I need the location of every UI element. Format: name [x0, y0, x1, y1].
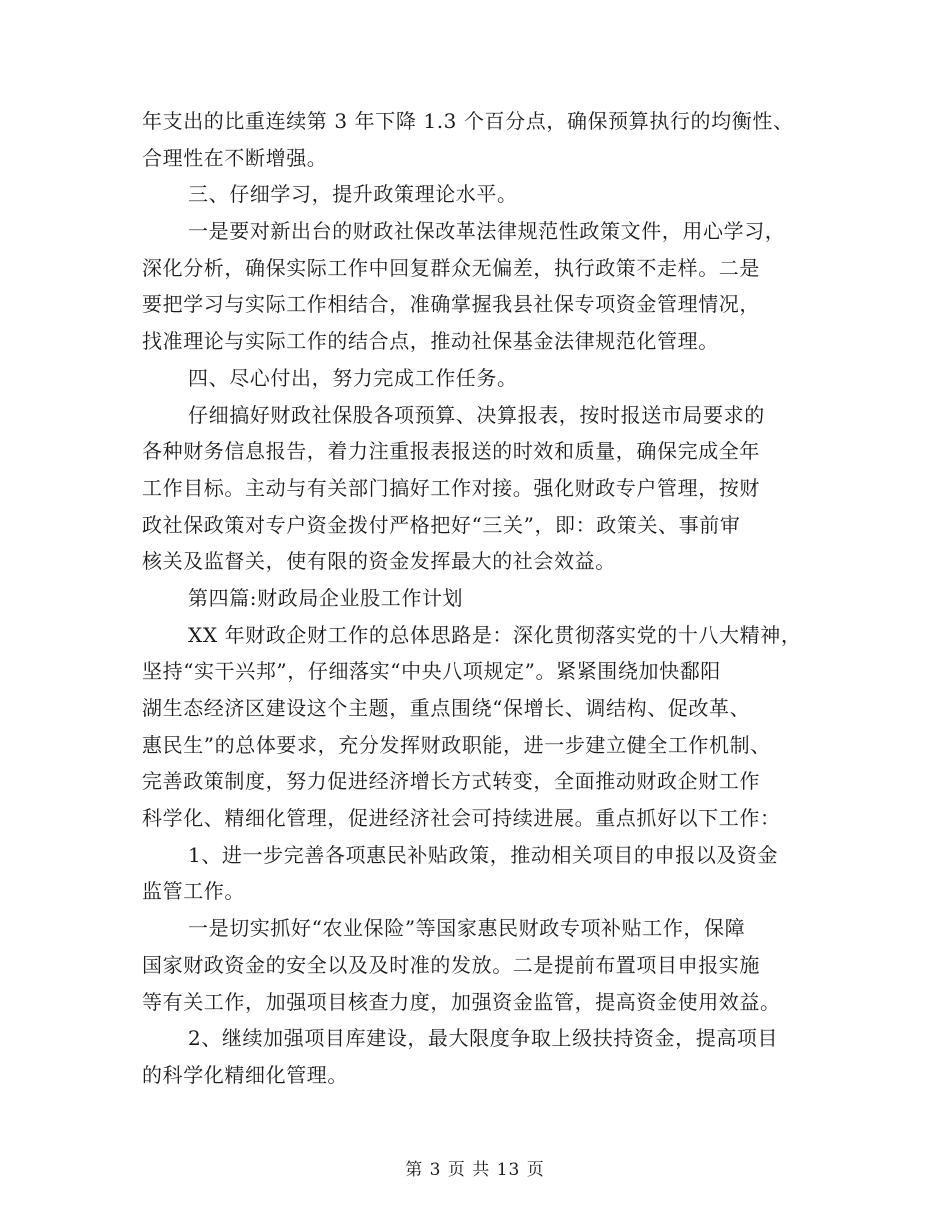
text-line: XX 年财政企财工作的总体思路是：深化贯彻落实党的十八大精神， — [188, 622, 802, 647]
text-line: 工作目标。主动与有关部门搞好工作对接。强化财政专户管理，按财 — [142, 475, 760, 500]
text-line: 深化分析，确保实际工作中回复群众无偏差，执行政策不走样。二是 — [142, 255, 760, 280]
text-line: 湖生态经济区建设这个主题，重点围绕“保增长、调结构、促改革、 — [142, 696, 751, 720]
page-footer: 第 3 页 共 13 页 — [405, 1160, 545, 1180]
text-line: 惠民生”的总体要求，充分发挥财政职能，进一步建立健全工作机制、 — [142, 732, 771, 757]
text-line: 的科学化精细化管理。 — [142, 1062, 348, 1087]
text-line: 年支出的比重连续第 3 年下降 1.3 个百分点，确保预算执行的均衡性、 — [142, 109, 794, 133]
text-line: 三、仔细学习，提升政策理论水平。 — [188, 182, 518, 207]
text-line: 完善政策制度，努力促进经济增长方式转变，全面推动财政企财工作 — [142, 769, 760, 794]
text-line: 找准理论与实际工作的结合点，推动社保基金法律规范化管理。 — [142, 329, 719, 354]
text-line: 一是切实抓好“农业保险”等国家惠民财政专项补贴工作，保障 — [188, 916, 746, 941]
text-line: 政社保政策对专户资金拨付严格把好“三关”，即：政策关、事前审 — [142, 512, 741, 537]
text-line: 四、尽心付出，努力完成工作任务。 — [188, 365, 518, 390]
text-line: 第四篇:财政局企业股工作计划 — [188, 585, 464, 610]
text-line: 坚持“实干兴邦”，仔细落实“中央八项规定”。紧紧围绕加快鄱阳 — [142, 659, 721, 684]
text-line: 2、继续加强项目库建设，最大限度争取上级扶持资金，提高项目 — [188, 1026, 779, 1051]
text-line: 要把学习与实际工作相结合，准确掌握我县社保专项资金管理情况， — [142, 292, 760, 317]
text-line: 监管工作。 — [142, 879, 245, 904]
text-line: 国家财政资金的安全以及及时准的发放。二是提前布置项目申报实施 — [142, 952, 760, 977]
text-line: 仔细搞好财政社保股各项预算、决算报表，按时报送市局要求的 — [188, 402, 765, 427]
text-line: 1、进一步完善各项惠民补贴政策，推动相关项目的申报以及资金 — [188, 842, 779, 867]
document-body — [142, 103, 822, 1094]
text-line: 合理性在不断增强。 — [142, 145, 328, 170]
text-line: 核关及监督关，使有限的资金发挥最大的社会效益。 — [142, 549, 616, 574]
text-line: 一是要对新出台的财政社保改革法律规范性政策文件，用心学习， — [188, 219, 786, 244]
text-line: 科学化、精细化管理，促进经济社会可持续进展。重点抓好以下工作： — [142, 806, 781, 831]
text-line: 等有关工作，加强项目核查力度，加强资金监管，提高资金使用效益。 — [142, 989, 781, 1014]
text-line: 各种财务信息报告，着力注重报表报送的时效和质量，确保完成全年 — [142, 439, 760, 464]
